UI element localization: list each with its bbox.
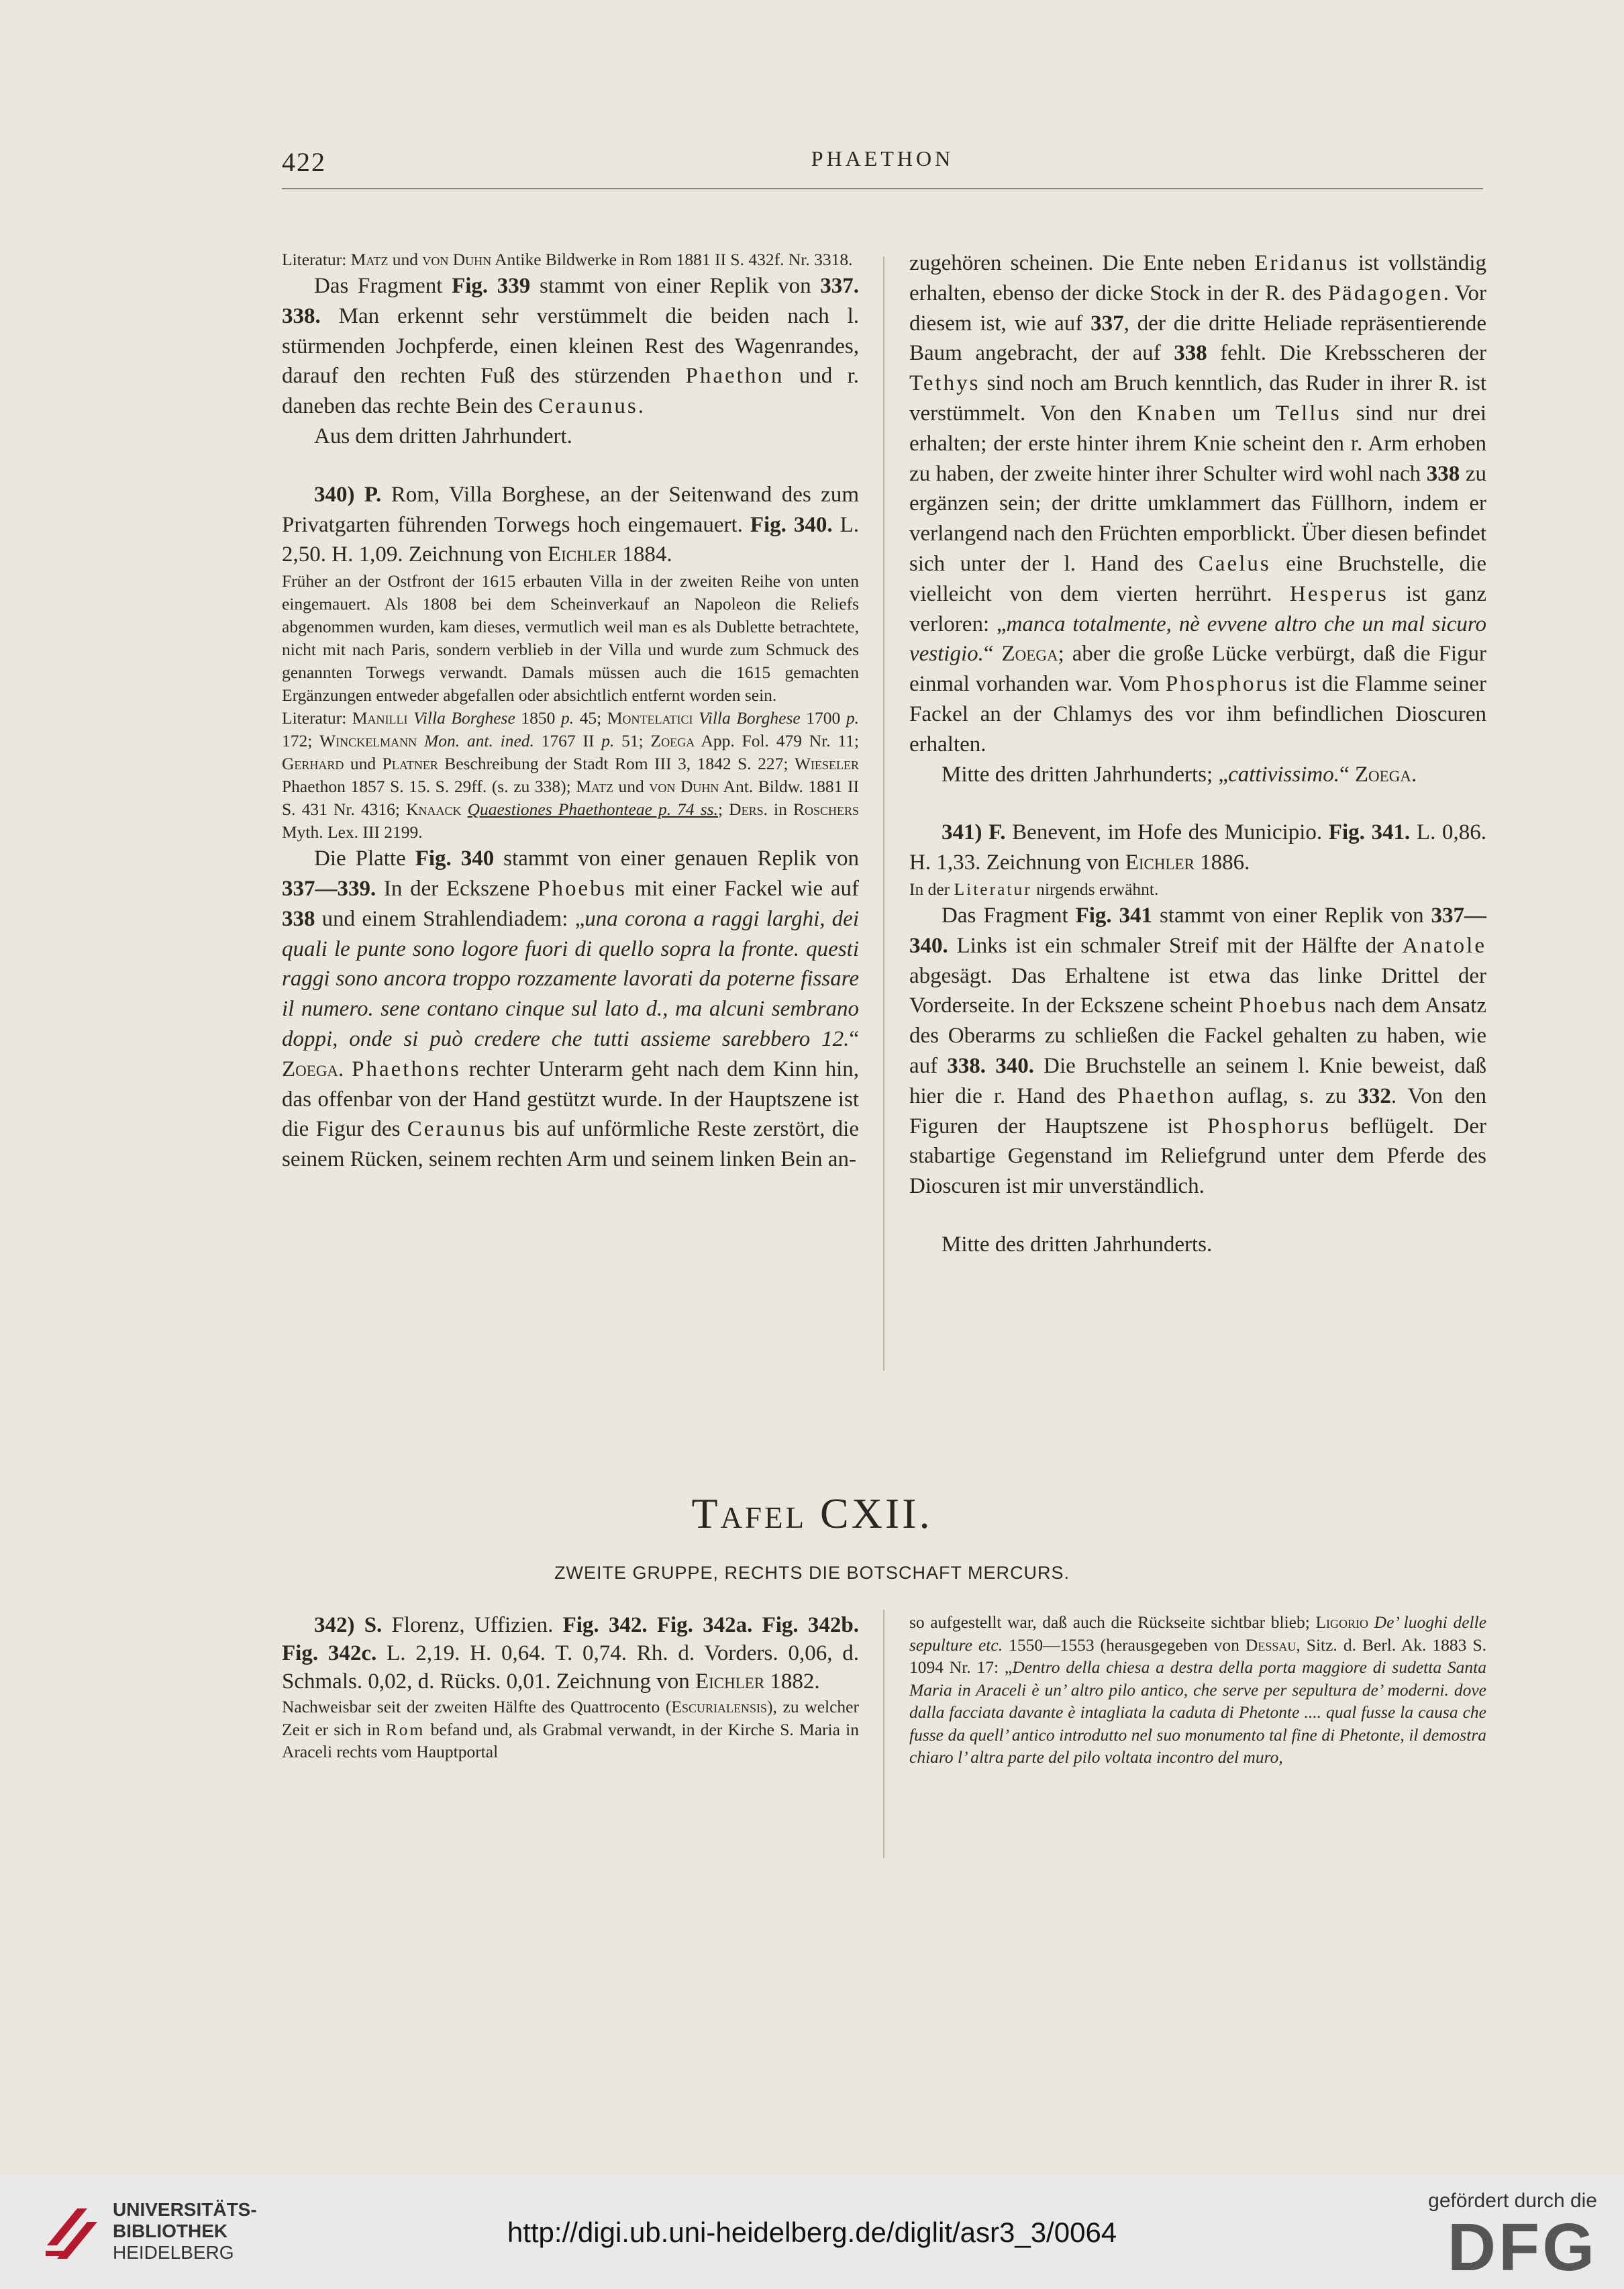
body-paragraph (909, 818, 1486, 878)
text-run: nach dem Ansatz des Oberarms zu schließen die Fackel gehalten zu haben, wie auf (909, 993, 1486, 1078)
text-run: 338 (1174, 341, 1207, 366)
text-run: Benevent, im Hofe des Municipio. (1005, 820, 1329, 845)
text-run: cattivissimo. (1228, 762, 1339, 787)
text-run: 1850 (515, 708, 561, 728)
text-run: Fig. 341 (1075, 903, 1153, 928)
text-run: Literatur (954, 879, 1032, 899)
text-run: Manilli (352, 708, 408, 728)
text-run: fehlt. Die Krebsscheren der (1207, 341, 1486, 366)
text-run: Florenz, Uffizien. (382, 1613, 563, 1637)
text-run: eine Bruchstelle, die vielleicht von dem vierten herrührt. (909, 551, 1486, 606)
text-run: bis auf unförmliche Reste zerstört, die seinem Rücken, seinem rechten Arm und seinem linken Bein an- (282, 1117, 859, 1172)
body-paragraph (909, 248, 1486, 760)
body-paragraph (282, 271, 859, 422)
text-run: mit einer Fackel wie auf (626, 876, 859, 901)
text-run: abgesägt. Das Erhaltene ist etwa das linke Drittel der Vorderseite. In der Eckszene scheint (909, 963, 1486, 1018)
column-divider (883, 256, 884, 1371)
text-run: 338 (282, 906, 315, 931)
text-run: 337—339. (282, 876, 376, 901)
text-run: Matz (350, 250, 389, 269)
note-paragraph (909, 878, 1486, 901)
text-run: 341) F. (942, 820, 1006, 845)
text-run: und (613, 777, 650, 797)
text-run: Zoega (1354, 762, 1411, 787)
text-run: De’ luoghi delle sepulture etc. (909, 1612, 1487, 1655)
text-run: Rom (385, 1719, 425, 1739)
funded-by-label: gefördert durch die (1428, 2190, 1597, 2212)
text-run: 1882. (764, 1669, 820, 1694)
left-column-lower (282, 1611, 859, 1763)
text-run: Phaethon 1857 S. 15. S. 29ff. (s. zu 338); (282, 777, 576, 797)
text-run: ist vollständig erhalten, ebenso der dicke Stock in der R. des (909, 251, 1487, 305)
body-paragraph (282, 480, 859, 570)
text-run: Eichler (547, 542, 617, 567)
text-run: Myth. Lex. III 2199. (282, 822, 423, 842)
text-run: Quaestiones Phaethonteae p. 74 ss. (467, 799, 718, 820)
text-run: . (338, 1057, 352, 1081)
text-run: 51; (614, 731, 651, 751)
text-run: rechter Unterarm geht nach dem Kinn hin, das offenbar von der Hand gestützt wurde. In der Hauptszene ist die Figur des (282, 1057, 860, 1142)
text-run: Villa Borghese (699, 708, 801, 728)
text-run: Knaack (406, 799, 462, 820)
note-paragraph (282, 570, 859, 707)
text-run: 332 (1358, 1083, 1391, 1108)
text-run: 1886. (1194, 850, 1250, 875)
text-run: Mitte des dritten Jahrhunderts. (942, 1232, 1213, 1257)
text-run: Beschreibung der Stadt Rom III 3, 1842 S. 227; (438, 754, 795, 774)
paragraph-gap (909, 789, 1486, 818)
text-run: Die Bruchstelle an seinem l. Knie beweist, daß hier die r. Hand des (909, 1053, 1487, 1108)
source-url-link[interactable]: http://digi.ub.uni-heidelberg.de/diglit/asr3_3/0064 (507, 2217, 1117, 2248)
text-run: L. 0,86. H. 1,33. Zeichnung von (909, 820, 1486, 875)
text-run: una corona a raggi larghi, dei quali le punte sono logore fuori di quello sopra la fronte. questi raggi sono ancora troppo rozzamente lavorati da poterne fissare il numero. sene contano cinque sul lato d., ma alcuni sembrano doppi, onde si può credere che tutti assieme sarebbero 12. (282, 906, 859, 1051)
text-run: Früher an der Ostfront der 1615 erbauten Villa in der zweiten Reihe von unten eingemauert. Als 1808 bei dem Scheinverkauf an Napoleon die Reliefs abgenommen wurden, kam dieses, vermutlich weil man es als Dublette betrachtete, nicht mit nach Paris, sondern verblieb in der Villa und wurde zum Schmuck des genannten Torwegs verwandt. Damals müssen auch die 1615 gemachten Ergänzungen entweder abgefallen oder absichtlich entfernt worden sein. (282, 571, 859, 705)
text-run: “ (983, 642, 1002, 667)
text-run: ist die Flamme seiner Fackel an der Chlamys des vor ihm befindlichen Dioscuren erhalten. (909, 672, 1486, 757)
body-paragraph (909, 1230, 1486, 1260)
text-run: 342) S. (314, 1613, 383, 1637)
text-run: von Duhn (649, 777, 719, 797)
text-run: 1884. (617, 542, 672, 567)
note-paragraph (909, 1611, 1486, 1769)
text-run: Phosphorus (1207, 1114, 1331, 1138)
text-run: zugehören scheinen. Die Ente neben (909, 251, 1255, 275)
text-run: Das Fragment (314, 274, 452, 298)
text-run: Hesperus (1290, 581, 1388, 606)
text-run: ), zu welcher Zeit er sich in (282, 1697, 859, 1739)
text-run: Ceraunus (538, 394, 638, 419)
text-run: Mon. ant. ined. (423, 731, 534, 751)
text-run: Phaethon (685, 364, 784, 389)
library-name-line-3: HEIDELBERG (113, 2242, 234, 2263)
text-run: Dentro della chiesa a destra della porta maggiore di sudetta Santa Maria in Araceli è un’ altro pilo antico, che serve per sepultura de’ moderni. dove dalla facciata davante è intagliata la caduta di Phetonte .... qual fusse la causa che fusse da quell’ antico introdutto nel suo monumento tal fine di Phetonte, il demostra chiaro l’ altra parte del pilo voltata incontro del muro, (909, 1657, 1486, 1767)
text-run: Eichler (1125, 850, 1195, 875)
body-paragraph (282, 422, 859, 452)
library-name-line-1: UNIVERSITÄTS- (113, 2199, 257, 2220)
text-run: “ (1339, 762, 1355, 787)
text-run: Die Platte (314, 846, 415, 871)
text-run: Rom, Villa Borghese, an der Seitenwand des zum Privatgarten führenden Torwegs hoch eingemauert. (282, 482, 859, 537)
text-run: ; (717, 799, 729, 820)
body-paragraph (282, 1611, 859, 1696)
text-run: “ (849, 1026, 859, 1051)
text-run: Winckelmann (319, 731, 417, 751)
text-run: p. (560, 708, 574, 728)
text-run: Phaethons (352, 1057, 461, 1081)
plate-subtitle: ZWEITE GRUPPE, RECHTS DIE BOTSCHAFT MERCURS. (554, 1563, 1070, 1583)
text-run: In der (909, 879, 954, 899)
text-run: 338 (1426, 461, 1460, 486)
left-column (282, 248, 859, 1175)
running-header (282, 144, 1483, 189)
text-run: von Duhn (422, 250, 492, 269)
text-run: Ant. Bildw. 1881 II S. 431 Nr. 4316; (282, 777, 859, 820)
text-run: Platner (382, 754, 438, 774)
right-column (909, 248, 1486, 1260)
text-run: Knaben (1136, 401, 1218, 426)
page-number: 422 (282, 147, 326, 177)
text-run: 1700 (800, 708, 846, 728)
footer-bar (0, 2175, 1624, 2289)
text-run: zu ergänzen sein; der dritte umklammert das Füllhorn, indem er verlangend nach den Früchten emporblickt. Über diesen befindet sich unter der l. Hand des (909, 461, 1486, 576)
note-paragraph (282, 1696, 859, 1763)
text-run: Phoebus (1238, 993, 1328, 1018)
text-run: beflügelt. Der stabartige Gegenstand im Reliefgrund unter dem Pferde des Dioscuren ist mir unverständlich. (909, 1114, 1486, 1199)
text-run: . (638, 394, 644, 419)
text-run: Fig. 340 (415, 846, 495, 871)
text-run: stammt von einer Replik von (1152, 903, 1431, 928)
text-run: Gerhard (282, 754, 344, 774)
note-paragraph (282, 707, 859, 844)
text-run: 338. 340. (947, 1053, 1034, 1078)
text-run: so aufgestellt war, daß auch die Rückseite sichtbar blieb; (909, 1612, 1316, 1632)
text-run: Das Fragment (942, 903, 1076, 928)
text-run: und r. daneben das rechte Bein des (282, 364, 859, 419)
text-run: Villa Borghese (413, 708, 515, 728)
text-run: und einem Strahlendiadem: „ (315, 906, 585, 931)
right-column-lower (909, 1611, 1486, 1769)
text-run: L. 2,19. H. 0,64. T. 0,74. Rh. d. Vorders. 0,06, d. Schmals. 0,02, d. Rücks. 0,01. Zeichnung von (282, 1641, 860, 1694)
paragraph-gap (282, 452, 859, 480)
text-run: 1550—1553 (herausgegeben von (1003, 1635, 1246, 1655)
text-run: L. 2,50. H. 1,09. Zeichnung von (282, 512, 859, 567)
text-run: Tellus (1275, 401, 1341, 426)
text-run: Escurialensis (671, 1697, 767, 1716)
text-run: Mitte des dritten Jahrhunderts; „ (942, 762, 1229, 787)
text-run: , Sitz. d. Berl. Ak. 1883 S. 1094 Nr. 17: „ (909, 1635, 1486, 1677)
text-run: Matz (576, 777, 613, 797)
plate-title: Tafel CXII. (691, 1490, 933, 1537)
text-run: auflag, s. zu (1215, 1083, 1358, 1108)
text-run: . (1411, 762, 1417, 787)
text-run: Zoega (650, 731, 695, 751)
text-run: Fig. 339 (452, 274, 531, 298)
text-run: In der Eckszene (376, 876, 538, 901)
text-run: Nachweisbar seit der zweiten Hälfte des Quattrocento ( (282, 1697, 672, 1716)
text-run (693, 708, 699, 728)
text-run: Aus dem dritten Jahrhundert. (314, 424, 572, 448)
note-paragraph (282, 248, 859, 271)
text-run: sind nur drei erhalten; der erste hinter ihrem Knie scheint den r. Arm erhoben zu haben, der zweite hinter ihrer Schulter wird wohl nach (909, 401, 1487, 486)
text-run: befand und, als Grabmal verwandt, in der Kirche S. Maria in Araceli rechts vom Hauptportal (282, 1719, 859, 1761)
text-run: Fig. 340. (750, 512, 833, 537)
text-run: Dessau (1245, 1635, 1297, 1655)
text-run: Ceraunus (407, 1117, 507, 1142)
text-run: Eichler (695, 1669, 765, 1694)
text-run: Wieseler (794, 754, 859, 774)
text-run: Literatur: (282, 708, 352, 728)
text-run: sind noch am Bruch kenntlich, das Ruder in ihrer R. ist verstümmelt. Von den (909, 371, 1486, 426)
text-run: Links ist ein schmaler Streif mit der Hälfte der (948, 933, 1403, 958)
text-run (408, 708, 414, 728)
column-divider-lower (883, 1610, 884, 1858)
text-run: Phaethon (1117, 1083, 1216, 1108)
text-run: Ligorio (1315, 1612, 1369, 1632)
text-run: p. (601, 731, 615, 751)
text-run: Caelus (1198, 551, 1271, 576)
body-paragraph (282, 844, 859, 1175)
text-run: Antike Bildwerke in Rom 1881 II S. 432f. Nr. 3318. (491, 250, 853, 269)
text-run: 45; (574, 708, 607, 728)
text-run: Roschers (793, 799, 859, 820)
text-run: Anatole (1402, 933, 1486, 958)
text-run (417, 731, 424, 750)
running-title: PHAETHON (811, 146, 954, 171)
text-run: in (767, 799, 793, 820)
dfg-logo: DFG (1447, 2210, 1597, 2285)
text-run: Fig. 342. Fig. 342a. Fig. 342b. Fig. 342c. (282, 1613, 859, 1665)
text-run: ; aber die große Lücke verbürgt, daß die Figur einmal vorhanden war. Vom (909, 642, 1486, 697)
text-run: nirgends erwähnt. (1031, 879, 1159, 899)
text-run: Montelatici (607, 708, 693, 728)
text-run: 172; (282, 731, 320, 751)
text-run: Eridanus (1254, 251, 1350, 275)
text-run: 337 (1090, 311, 1124, 336)
body-paragraph (909, 901, 1486, 1202)
text-run: App. Fol. 479 Nr. 11; (695, 731, 860, 751)
text-run: stammt von einer genauen Replik von (494, 846, 859, 871)
text-run: 340) P. (314, 482, 382, 507)
text-run: 1767 II (534, 731, 602, 751)
text-run: Tethys (909, 371, 980, 396)
text-run: Phoebus (538, 876, 627, 901)
text-run: manca totalmente, nè evvene altro che un mal sicuro vestigio. (909, 612, 1486, 667)
text-run: Pädagogen (1327, 281, 1443, 305)
text-run: und (344, 754, 383, 774)
text-run: p. (846, 708, 860, 728)
text-run: . Vor diesem ist, wie auf (909, 281, 1486, 336)
text-run (1368, 1612, 1374, 1632)
text-run: Fig. 341. (1328, 820, 1411, 845)
text-run: Zoega (282, 1057, 339, 1081)
text-run (461, 799, 467, 819)
text-run: Literatur: (282, 250, 351, 269)
body-paragraph (909, 760, 1486, 790)
text-run: 337—340. (909, 903, 1486, 958)
text-run: Ders. (729, 799, 768, 820)
text-run: und (388, 250, 423, 269)
text-run: Man erkennt sehr verstümmelt die beiden nach l. stürmenden Jochpferde, einen kleinen Rest des Wagenrandes, darauf den rechten Fuß des stürzenden (282, 303, 859, 389)
text-run: 337. 338. (282, 274, 859, 328)
text-run: ist ganz verloren: „ (909, 581, 1486, 636)
paragraph-gap (909, 1202, 1486, 1230)
text-run: um (1217, 401, 1276, 426)
text-run: Phosphorus (1165, 672, 1289, 697)
text-run: stammt von einer Replik von (530, 274, 821, 298)
text-run: , der die dritte Heliade repräsentierende Baum angebracht, der auf (909, 311, 1487, 366)
library-name-line-2: BIBLIOTHEK (113, 2221, 228, 2241)
text-run: Zoega (1001, 642, 1058, 667)
text-run: . Von den Figuren der Hauptszene ist (909, 1083, 1486, 1138)
